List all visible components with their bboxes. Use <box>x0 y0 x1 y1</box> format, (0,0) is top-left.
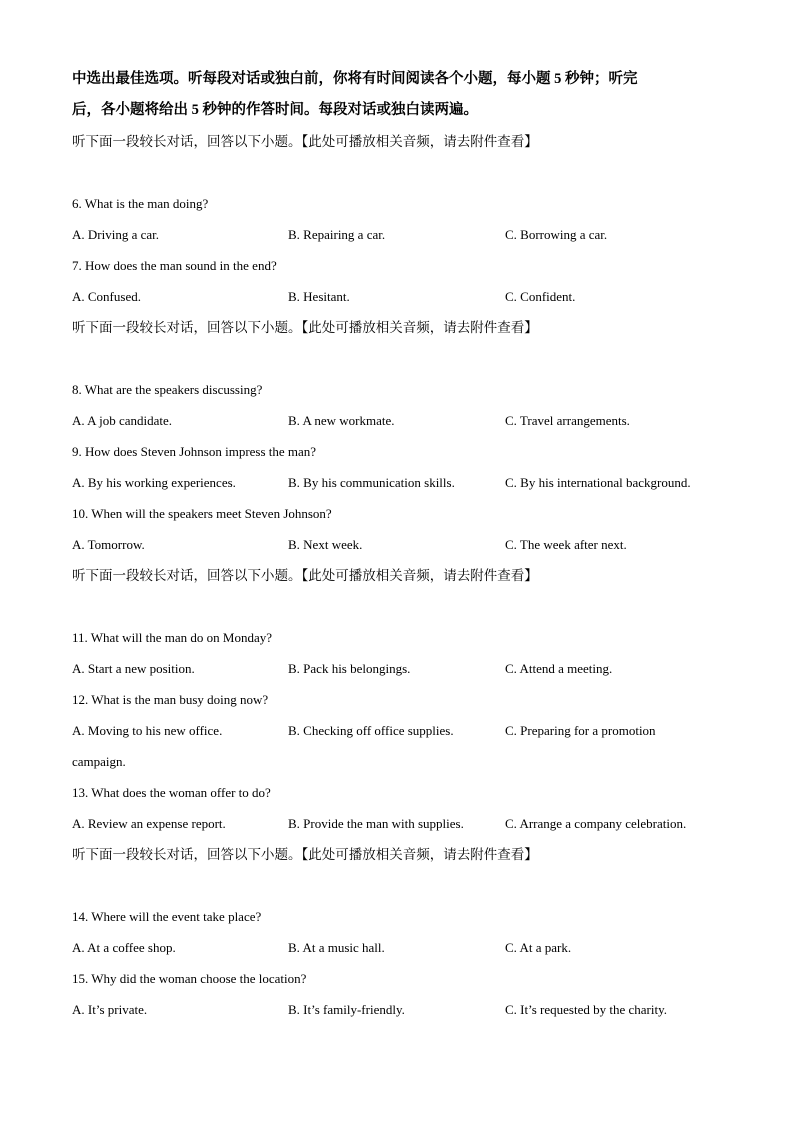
option-c: C. Attend a meeting. <box>505 661 613 676</box>
options-15 <box>72 994 722 1025</box>
question-8: 8. What are the speakers discussing? <box>72 382 263 397</box>
section-intro: 听下面一段较长对话，回答以下小题。【此处可播放相关音频，请去附件查看】 <box>72 134 538 149</box>
option-b: B. By his communication skills. <box>288 475 455 490</box>
option-c: C. The week after next. <box>505 537 627 552</box>
option-c: C. At a park. <box>505 940 572 955</box>
document-page <box>72 64 722 1025</box>
option-c: C. Confident. <box>505 289 576 304</box>
option-a: A. By his working experiences. <box>72 475 236 490</box>
question-7: 7. How does the man sound in the end? <box>72 258 277 273</box>
option-a: A. Start a new position. <box>72 661 195 676</box>
option-b: B. Checking off office supplies. <box>288 723 454 738</box>
question-15: 15. Why did the woman choose the location? <box>72 971 307 986</box>
option-a: A. Confused. <box>72 289 141 304</box>
option-a: A. Review an expense report. <box>72 816 226 831</box>
option-c: C. Preparing for a promotion <box>505 723 656 738</box>
option-a: A. Tomorrow. <box>72 537 145 552</box>
options-6 <box>72 219 722 250</box>
option-c: C. Travel arrangements. <box>505 413 630 428</box>
question-14: 14. Where will the event take place? <box>72 909 262 924</box>
option-b: B. Hesitant. <box>288 289 350 304</box>
options-7 <box>72 281 722 312</box>
question-12: 12. What is the man busy doing now? <box>72 692 269 707</box>
option-a: A. Moving to his new office. <box>72 723 223 738</box>
option-b: B. It’s family-friendly. <box>288 1002 405 1017</box>
options-13 <box>72 808 722 839</box>
options-14 <box>72 932 722 963</box>
question-11: 11. What will the man do on Monday? <box>72 630 273 645</box>
section-intro: 听下面一段较长对话，回答以下小题。【此处可播放相关音频，请去附件查看】 <box>72 847 538 862</box>
instructions-line-2: 后，各小题将给出 5 秒钟的作答时间。每段对话或独白读两遍。 <box>72 102 478 118</box>
options-8 <box>72 405 722 436</box>
option-b: B. At a music hall. <box>288 940 385 955</box>
options-9 <box>72 467 722 498</box>
option-b: B. A new workmate. <box>288 413 395 428</box>
option-a: A. It’s private. <box>72 1002 148 1017</box>
option-c: C. Arrange a company celebration. <box>505 816 687 831</box>
option-b: B. Repairing a car. <box>288 227 386 242</box>
option-c: C. Borrowing a car. <box>505 227 608 242</box>
option-a: A. At a coffee shop. <box>72 940 176 955</box>
question-10: 10. When will the speakers meet Steven Johnson? <box>72 506 332 521</box>
option-c: C. It’s requested by the charity. <box>505 1002 667 1017</box>
section-intro: 听下面一段较长对话，回答以下小题。【此处可播放相关音频，请去附件查看】 <box>72 320 538 335</box>
question-13: 13. What does the woman offer to do? <box>72 785 271 800</box>
option-c: C. By his international background. <box>505 475 691 490</box>
option-b: B. Provide the man with supplies. <box>288 816 464 831</box>
options-10 <box>72 529 722 560</box>
question-6: 6. What is the man doing? <box>72 196 209 211</box>
option-a: A. Driving a car. <box>72 227 160 242</box>
option-a: A. A job candidate. <box>72 413 173 428</box>
option-c-continuation: campaign. <box>72 754 126 769</box>
question-9: 9. How does Steven Johnson impress the man? <box>72 444 317 459</box>
instructions-line-1: 中选出最佳选项。听每段对话或独白前，你将有时间阅读各个小题，每小题 5 秒钟；听完 <box>72 71 638 87</box>
section-intro: 听下面一段较长对话，回答以下小题。【此处可播放相关音频，请去附件查看】 <box>72 568 538 583</box>
options-11 <box>72 653 722 684</box>
option-b: B. Next week. <box>288 537 363 552</box>
options-12 <box>72 715 722 746</box>
option-b: B. Pack his belongings. <box>288 661 411 676</box>
